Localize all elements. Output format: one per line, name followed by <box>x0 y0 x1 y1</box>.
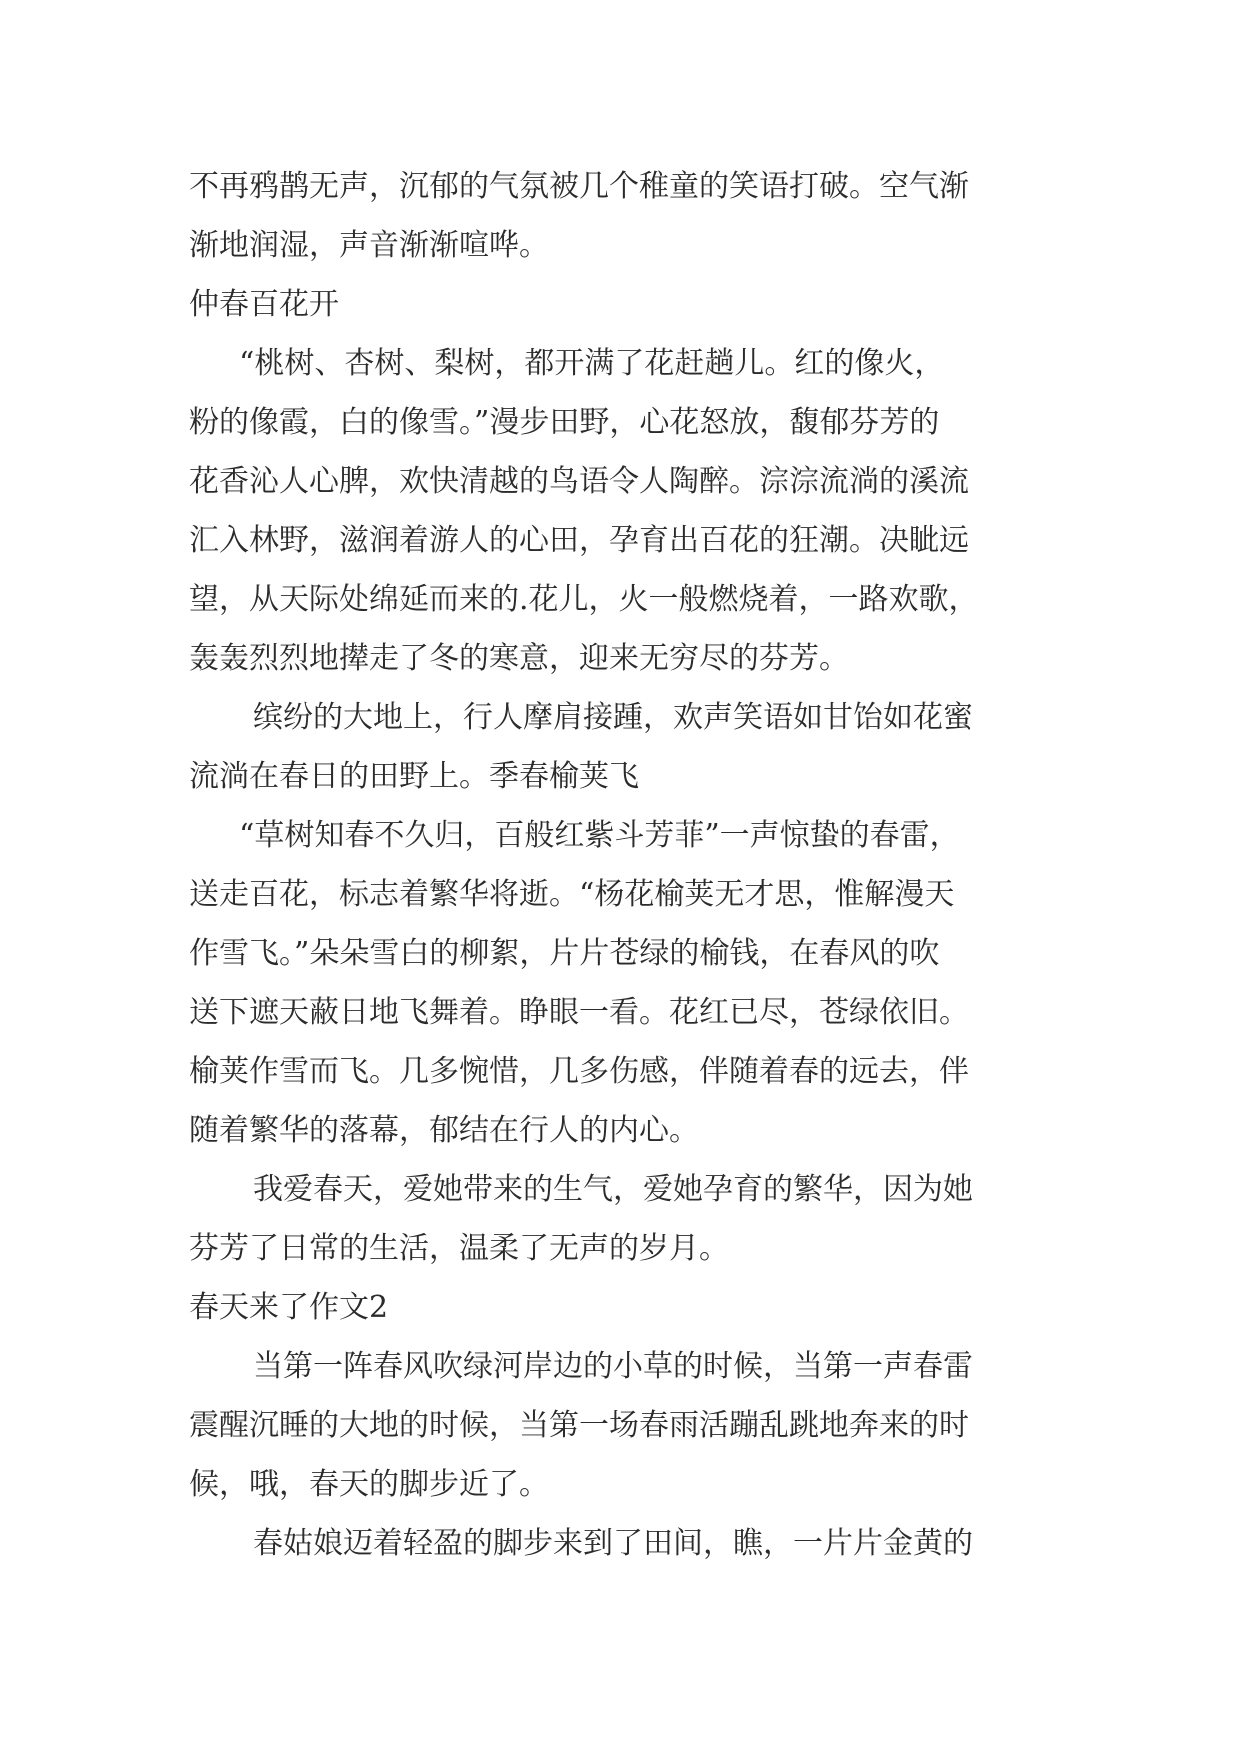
text-line: 花香沁人心脾，欢快清越的鸟语令人陶醉。淙淙流淌的溪流 <box>189 464 969 499</box>
subheading-mid-spring: 仲春百花开 <box>189 287 339 322</box>
text-line: 随着繁华的落幕，郁结在行人的内心。 <box>189 1113 699 1148</box>
text-line: 不再鸦鹊无声，沉郁的气氛被几个稚童的笑语打破。空气渐 <box>189 169 969 204</box>
paragraph-6 <box>189 1337 1069 1514</box>
text-line: 候，哦，春天的脚步近了。 <box>189 1467 549 1502</box>
paragraph-5 <box>189 1160 1069 1278</box>
document-body <box>189 157 1069 1573</box>
text-line: 渐地润湿，声音渐渐喧哗。 <box>189 228 549 263</box>
text-line: 汇入林野，滋润着游人的心田，孕育出百花的狂潮。决眦远 <box>189 523 969 558</box>
text-line: 送走百花，标志着繁华将逝。“杨花榆荚无才思，惟解漫天 <box>189 877 955 912</box>
text-line: 作雪飞。”朵朵雪白的柳絮，片片苍绿的榆钱，在春风的吹 <box>189 936 940 971</box>
text-line: 流淌在春日的田野上。季春榆荚飞 <box>189 759 639 794</box>
essay-title-2: 春天来了作文2 <box>189 1290 389 1325</box>
paragraph-3 <box>189 688 1069 806</box>
paragraph-1 <box>189 157 1069 275</box>
paragraph-4 <box>189 806 1069 1160</box>
text-line: 震醒沉睡的大地的时候，当第一场春雨活蹦乱跳地奔来的时 <box>189 1408 969 1443</box>
text-line: 粉的像霞，白的像雪。”漫步田野，心花怒放，馥郁芬芳的 <box>189 405 940 440</box>
text-line: 望，从天际处绵延而来的.花儿，火一般燃烧着，一路欢歌， <box>189 582 979 617</box>
text-line: 轰轰烈烈地撵走了冬的寒意，迎来无穷尽的芬芳。 <box>189 641 849 676</box>
text-line: 芬芳了日常的生活，温柔了无声的岁月。 <box>189 1231 729 1266</box>
text-line: 送下遮天蔽日地飞舞着。睁眼一看。花红已尽，苍绿依旧。 <box>189 995 969 1030</box>
text-line: 我爱春天，爱她带来的生气，爱她孕育的繁华，因为她 <box>253 1172 973 1207</box>
text-line: 春姑娘迈着轻盈的脚步来到了田间，瞧，一片片金黄的 <box>253 1526 973 1561</box>
text-line: “草树知春不久归，百般红紫斗芳菲”一声惊蛰的春雷， <box>239 818 960 853</box>
text-line: “桃树、杏树、梨树，都开满了花赶趟儿。红的像火， <box>239 346 945 381</box>
text-line: 缤纷的大地上，行人摩肩接踵，欢声笑语如甘饴如花蜜 <box>253 700 973 735</box>
paragraph-7 <box>189 1514 1069 1573</box>
paragraph-2 <box>189 334 1069 688</box>
text-line: 当第一阵春风吹绿河岸边的小草的时候，当第一声春雷 <box>253 1349 973 1384</box>
text-line: 榆荚作雪而飞。几多惋惜，几多伤感，伴随着春的远去，伴 <box>189 1054 969 1089</box>
